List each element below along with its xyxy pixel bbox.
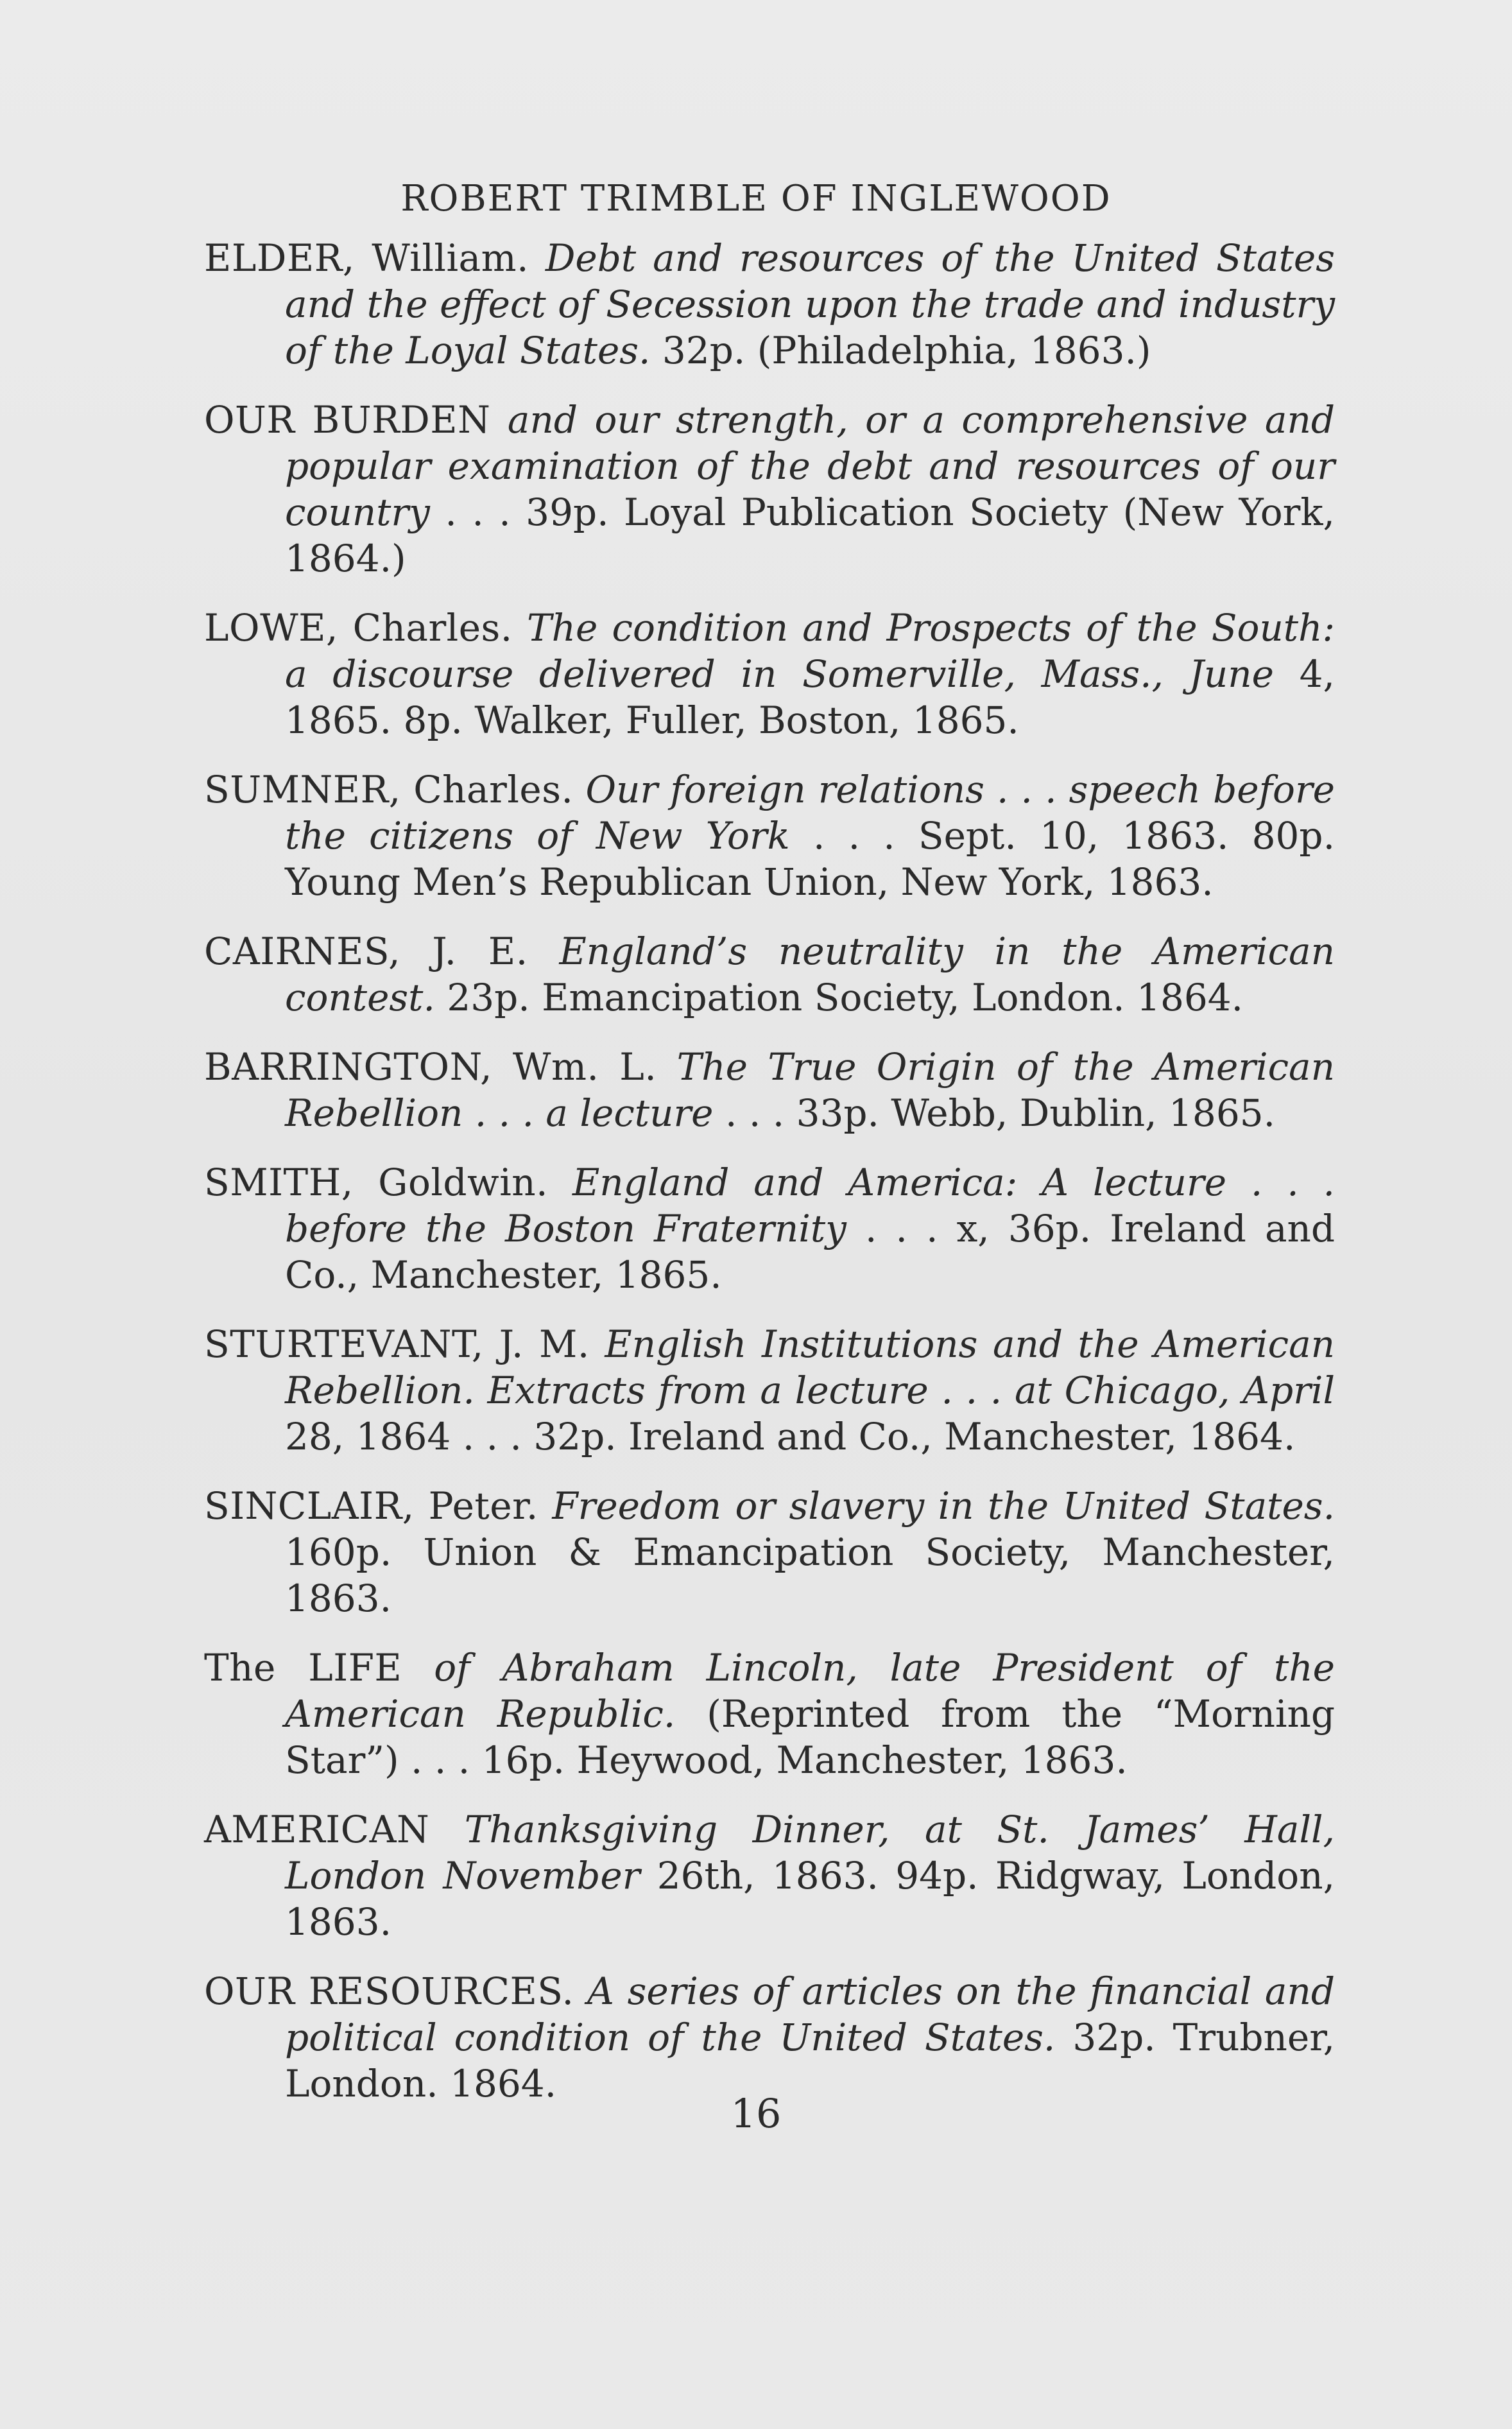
bibliography-entry — [204, 1968, 1335, 2107]
entry-imprint: 28, 1864 . . . 32p. Ireland and Co., Manchester, 1864. — [285, 1415, 1296, 1458]
entry-imprint: 4, 1865. 8p. Walker, Fuller, Boston, 1865. — [285, 652, 1335, 742]
entry-imprint: 23p. Emancipation Society, London. 1864. — [447, 976, 1244, 1019]
running-head: ROBERT TRIMBLE OF INGLEWOOD — [400, 178, 1112, 220]
entry-author: CAIRNES, J. E. — [204, 929, 528, 973]
entry-title: The True Origin of the American Rebellion . . . a lecture — [285, 1045, 1335, 1135]
bibliography-entry — [204, 766, 1335, 905]
entry-imprint: . . . 39p. Loyal Publication Society (New York, 1864.) — [285, 490, 1335, 580]
entry-author: STURTEVANT, J. M. — [204, 1322, 590, 1366]
bibliography-entry — [204, 1645, 1335, 1783]
entry-imprint: (Reprinted from the “Morning Star”) . . . 16p. Heywood, Manchester, 1863. — [285, 1692, 1335, 1782]
entry-imprint: 32p. (Philadelphia, 1863.) — [662, 329, 1151, 372]
entry-author: BARRINGTON, Wm. L. — [204, 1045, 657, 1089]
page-number: 16 — [730, 2090, 782, 2137]
entry-title: Our foreign relations . . . speech before the citizens of New York — [285, 768, 1336, 858]
entry-author: ELDER, William. — [204, 236, 529, 280]
bibliography-entry — [204, 1044, 1335, 1136]
entry-title: Debt and resources of the United States and the effect of Secession upon the trade and industry of the Loyal States. — [285, 236, 1335, 372]
entry-author: AMERICAN — [204, 1808, 430, 1851]
entry-title: English Institutions and the American Rebellion. Extracts from a lecture . . . at Chicago, April — [285, 1322, 1335, 1412]
entry-title: of Abraham Lincoln, late President of the American Republic. — [285, 1646, 1336, 1736]
entry-author: LOWE, Charles. — [204, 606, 513, 650]
entry-author: SMITH, Goldwin. — [204, 1161, 549, 1204]
entry-title: Freedom or slavery in the United States. — [552, 1484, 1336, 1528]
entry-author: SINCLAIR, Peter. — [204, 1484, 538, 1528]
entry-author: OUR RESOURCES. — [204, 1969, 574, 2013]
bibliography-entry — [204, 605, 1335, 743]
entry-author: OUR BURDEN — [204, 398, 491, 442]
bibliography-entry — [204, 1159, 1335, 1298]
entry-imprint: 26th, 1863. 94p. Ridgway, London, 1863. — [285, 1854, 1336, 1944]
entry-author: SUMNER, Charles. — [204, 768, 574, 811]
entry-title: and our strength, or a comprehensive and popular examination of the debt and resources of our country — [285, 398, 1335, 534]
entry-imprint: . . . Sept. 10, 1863. 80p. Young Men’s Republican Union, New York, 1863. — [285, 814, 1335, 904]
entry-title: A series of articles on the financial and political condition of the United States. — [285, 1969, 1335, 2059]
bibliography-entry — [204, 397, 1335, 582]
bibliography-entry — [204, 1483, 1335, 1621]
entry-author: The LIFE — [204, 1646, 402, 1690]
entry-title: The condition and Prospects of the South: a discourse delivered in Somerville, Mass., June — [285, 606, 1336, 696]
entry-imprint: . . . x, 36p. Ireland and Co., Manchester, 1865. — [285, 1207, 1336, 1297]
bibliography-entry — [204, 928, 1335, 1021]
entry-imprint: 32p. Trubner, London. 1864. — [285, 2016, 1336, 2105]
entry-title: England and America: A lecture . . . before the Boston Fraternity — [285, 1161, 1335, 1250]
bibliography-list — [204, 235, 1335, 2130]
bibliography-entry — [204, 1806, 1335, 1945]
entry-title: England’s neutrality in the American contest. — [285, 929, 1335, 1019]
entry-title: Thanksgiving Dinner, at St. James’ Hall, London November — [285, 1808, 1335, 1897]
bibliography-entry — [204, 235, 1335, 374]
entry-imprint: . . . 33p. Webb, Dublin, 1865. — [725, 1091, 1276, 1135]
bibliography-entry — [204, 1321, 1335, 1460]
entry-imprint: 160p. Union & Emancipation Society, Manchester, 1863. — [285, 1530, 1335, 1620]
